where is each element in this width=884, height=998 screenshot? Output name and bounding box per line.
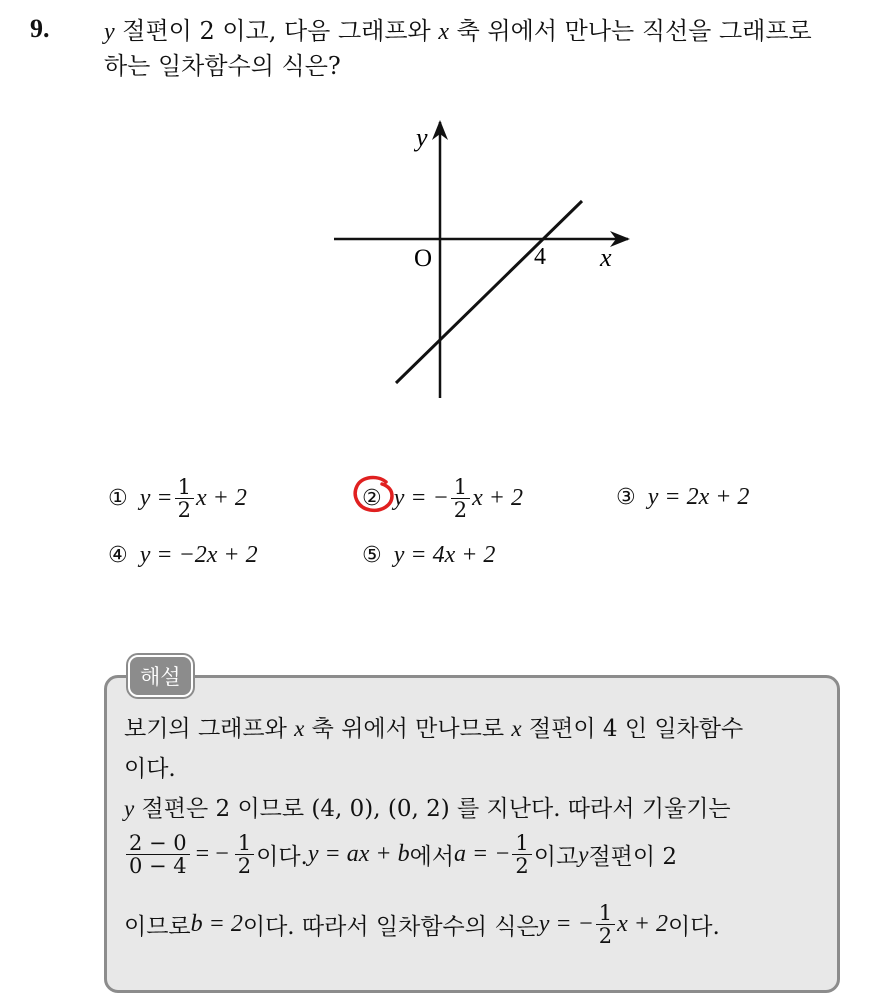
- solution-line-4: $\frac{2 - 0}{0 - 4}$ = − $\frac{1}{2}$ 이다. y = ax + b 에서 a = − $\frac{1}{2}$ 이고 y 절편이 2: [124, 832, 677, 877]
- choice-1[interactable]: ① y = $\frac{1}{2}$ x + 2: [108, 475, 247, 523]
- fraction: $\frac{1}{2}$: [235, 832, 254, 877]
- question-number: 9.: [30, 14, 50, 43]
- x-axis-label: x: [600, 243, 612, 272]
- choice-5[interactable]: ⑤ y = 4x + 2: [362, 542, 496, 568]
- choice-2[interactable]: ② y = − $\frac{1}{2}$ x + 2: [362, 475, 524, 523]
- fraction: $\frac{1}{2}$: [175, 476, 194, 521]
- choice-4[interactable]: ④ y = −2x + 2: [108, 542, 258, 568]
- question-line-1: y 절편이 2 이고, 다음 그래프와 x 축 위에서 만나는 직선을 그래프로: [104, 17, 812, 45]
- solution-line-5: 이므로 b = 2 이다. 따라서 일차함수의 식은 y = − $\frac{1}{2}$ x + 2 이다.: [124, 901, 720, 949]
- origin-label: O: [414, 245, 433, 272]
- solution-line-3: y 절편은 2 이므로 (4, 0), (0, 2) 를 지난다. 따라서 기울기는: [124, 796, 731, 822]
- question-text: [104, 14, 874, 83]
- question-line-2: 하는 일차함수의 식은?: [104, 52, 341, 80]
- solution-line-1: 보기의 그래프와 x 축 위에서 만나므로 x 절편이 4 인 일차함수: [124, 716, 744, 742]
- x-intercept-label: 4: [534, 244, 546, 270]
- choice-3[interactable]: ③ y = 2x + 2: [616, 484, 750, 510]
- fraction: $\frac{1}{2}$: [512, 832, 531, 877]
- answer-circle-mark: [352, 474, 398, 514]
- fraction: $\frac{1}{2}$: [451, 476, 470, 521]
- solution-line-2: 이다.: [124, 756, 176, 782]
- y-axis-label: y: [416, 123, 428, 152]
- function-line: [396, 201, 582, 383]
- fraction: $\frac{2 - 0}{0 - 4}$: [126, 832, 190, 877]
- line-graph: [330, 118, 630, 400]
- solution-tag: 해설: [128, 655, 193, 697]
- fraction: $\frac{1}{2}$: [596, 902, 615, 947]
